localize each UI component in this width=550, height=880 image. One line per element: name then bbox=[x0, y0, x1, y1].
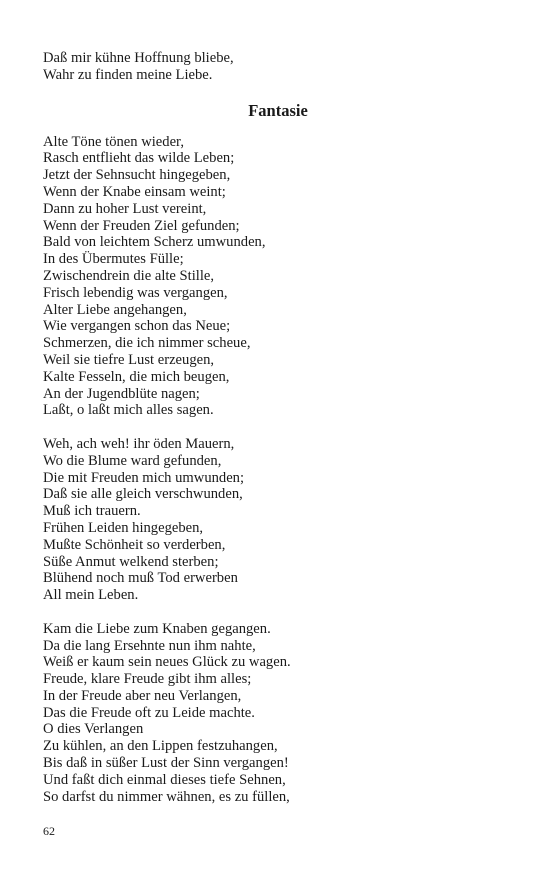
poem-line: Freude, klare Freude gibt ihm alles; bbox=[43, 671, 252, 688]
poem-line: An der Jugendblüte nagen; bbox=[43, 385, 200, 402]
poem-line: Da die lang Ersehnte nun ihm nahte, bbox=[43, 637, 256, 654]
poem-line: Bis daß in süßer Lust der Sinn vergangen! bbox=[43, 755, 289, 772]
poem-line: Rasch entflieht das wilde Leben; bbox=[43, 150, 235, 167]
poem-line: In der Freude aber neu Verlangen, bbox=[43, 687, 242, 704]
poem-line: All mein Leben. bbox=[43, 587, 139, 604]
poem-line: Süße Anmut welkend sterben; bbox=[43, 553, 219, 570]
poem-line: Blühend noch muß Tod erwerben bbox=[43, 570, 238, 587]
poem-line: Frühen Leiden hingegeben, bbox=[43, 519, 204, 536]
stanza bbox=[43, 621, 513, 806]
poem-line: Zwischendrein die alte Stille, bbox=[43, 267, 215, 284]
poem-line: Weil sie tiefre Lust erzeugen, bbox=[43, 351, 215, 368]
poem-body bbox=[43, 134, 513, 806]
poem-line: Und faßt dich einmal dieses tiefe Sehnen, bbox=[43, 771, 286, 788]
poem-title: Fantasie bbox=[248, 100, 308, 120]
poem-line: O dies Verlangen bbox=[43, 721, 144, 738]
poem-line: Das die Freude oft zu Leide machte. bbox=[43, 704, 255, 721]
poem-line: Alter Liebe angehangen, bbox=[43, 301, 187, 318]
poem-line: Frisch lebendig was vergangen, bbox=[43, 284, 228, 301]
poem-line: Weh, ach weh! ihr öden Mauern, bbox=[43, 435, 235, 452]
poem-line: Jetzt der Sehnsucht hingegeben, bbox=[43, 167, 231, 184]
poem-line: Die mit Freuden mich umwunden; bbox=[43, 469, 245, 486]
poem-line: Muß ich trauern. bbox=[43, 503, 141, 520]
prelude-stanza bbox=[43, 50, 513, 84]
page-number: 62 bbox=[43, 824, 55, 838]
stanza bbox=[43, 436, 513, 604]
poem-line: Wie vergangen schon das Neue; bbox=[43, 318, 231, 335]
poem-line: Kam die Liebe zum Knaben gegangen. bbox=[43, 620, 271, 637]
poem-line: So darfst du nimmer wähnen, es zu füllen, bbox=[43, 788, 290, 805]
poem-line: Wenn der Knabe einsam weint; bbox=[43, 183, 226, 200]
poem-line: Schmerzen, die ich nimmer scheue, bbox=[43, 335, 251, 352]
poem-line: In des Übermutes Fülle; bbox=[43, 251, 184, 268]
poem-line: Bald von leichtem Scherz umwunden, bbox=[43, 234, 266, 251]
poem-line: Daß sie alle gleich verschwunden, bbox=[43, 486, 243, 503]
poem-line: Zu kühlen, an den Lippen festzuhangen, bbox=[43, 738, 278, 755]
poem-line: Weiß er kaum sein neues Glück zu wagen. bbox=[43, 654, 291, 671]
poem-line: Daß mir kühne Hoffnung bliebe, bbox=[43, 50, 234, 66]
poem-line: Mußte Schönheit so verderben, bbox=[43, 536, 226, 553]
poem-line: Wo die Blume ward gefunden, bbox=[43, 452, 222, 469]
page-text bbox=[43, 50, 513, 805]
poem-line: Laßt, o laßt mich alles sagen. bbox=[43, 402, 214, 419]
poem-line: Wenn der Freuden Ziel gefunden; bbox=[43, 217, 240, 234]
poem-line: Wahr zu finden meine Liebe. bbox=[43, 66, 213, 83]
poem-line: Kalte Fesseln, die mich beugen, bbox=[43, 368, 230, 385]
stanza bbox=[43, 134, 513, 420]
poem-line: Alte Töne tönen wieder, bbox=[43, 133, 184, 150]
poem-line: Dann zu hoher Lust vereint, bbox=[43, 200, 207, 217]
